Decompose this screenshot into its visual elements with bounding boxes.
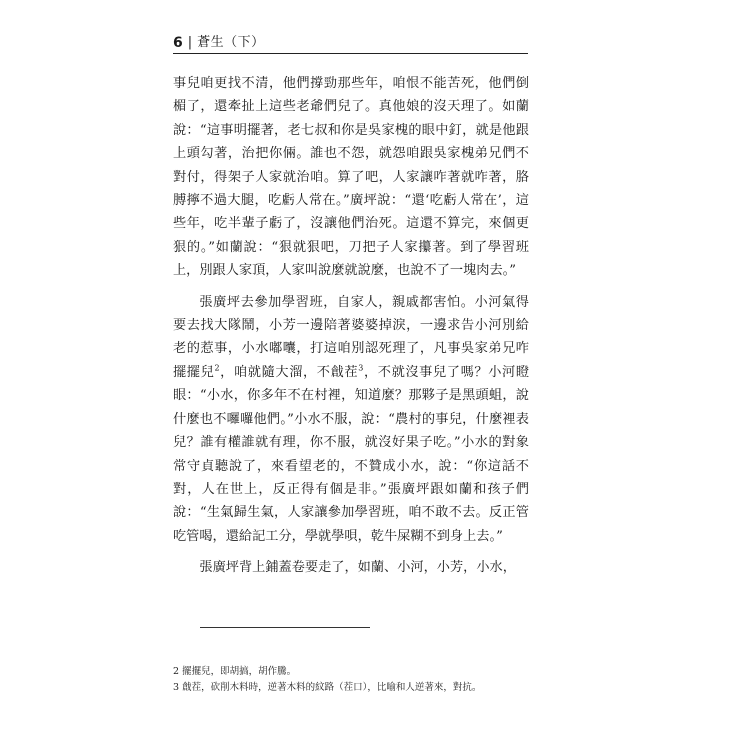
paragraph-1 [173,72,529,283]
paragraph-2-text-b: ，咱就隨大溜，不戧茬 [219,364,359,380]
paragraph-2 [173,291,529,548]
footnote-ref-3[interactable]: 3 [358,363,364,373]
paragraph-1-text: 事兒咱更找不清，他們撐勁那些年，咱恨不能苦死，他們倒楣了，還牽扯上這些老爺們兒了。真他娘的沒天理了。如蘭說：“這事明擺著，老七叔和你是吳家槐的眼中釘，就是他跟上頭勾著，治把你倆。誰也不怨，就怨咱跟吳家槐弟兄們不對付，得架子人家就治咱。算了吧，人家讓咋著就咋著，胳膊擰不過大腿，吃虧人常在。”廣坪說：“還‘吃虧人常在’，這些年，吃半輩子虧了，沒讓他們治死。這還不算完，來個更狠的。”如蘭說：“狠就狠吧，刀把子人家攥著。到了學習班上，別跟人家頂，人家叫說麼就說麼，也說不了一塊肉去。” [173,76,529,279]
paragraph-2-text-a: 張廣坪去參加學習班，自家人，親戚都害怕。小河氣得要去找大隊鬧，小芳一邊陪著婆婆掉淚，一邊求告小河別給老的惹事，小水嘟囔，打這咱別認死理了，凡事吳家弟兄咋擺擺兒 [173,294,529,380]
footnote-2: 2 擺擺兒，即胡搞，胡作騰。 [173,666,297,677]
footnotes [173,664,529,696]
book-title: 蒼生（下） [197,35,265,50]
page-number: 6 [173,35,183,51]
paragraph-2-text-c: ，不就沒事兒了嗎？小河瞪眼：“小水，你多年不在村裡，知道麼？那夥子是黑頭蛆，說什麼也不囉囉他們。”小水不服，說：“農村的事兒，什麼裡表兒？誰有權誰就有理，你不服，就沒好果子吃。”小水的對象常守貞聽說了，來看望老的，不贊成小水，說：“你這話不對，人在世上，反正得有個是非。”張廣坪跟如蘭和孩子們說：“生氣歸生氣，人家讓參加學習班，咱不敢不去。反正管吃管喝，還給記工分，學就學唄，乾牛屎糊不到身上去。” [173,364,530,544]
footnote-3: 3 戧茬，砍削木料時，逆著木料的紋路（茬口），比喻和人逆著來，對抗。 [173,682,482,693]
header-separator: | [187,35,193,50]
running-header [173,32,528,54]
footnote-divider [200,627,370,628]
footnote-ref-2[interactable]: 2 [214,363,220,373]
paragraph-3-text: 張廣坪背上鋪蓋卷要走了，如蘭、小河，小芳，小水， [199,560,516,576]
paragraph-3 [173,556,529,579]
body-text [173,72,529,580]
